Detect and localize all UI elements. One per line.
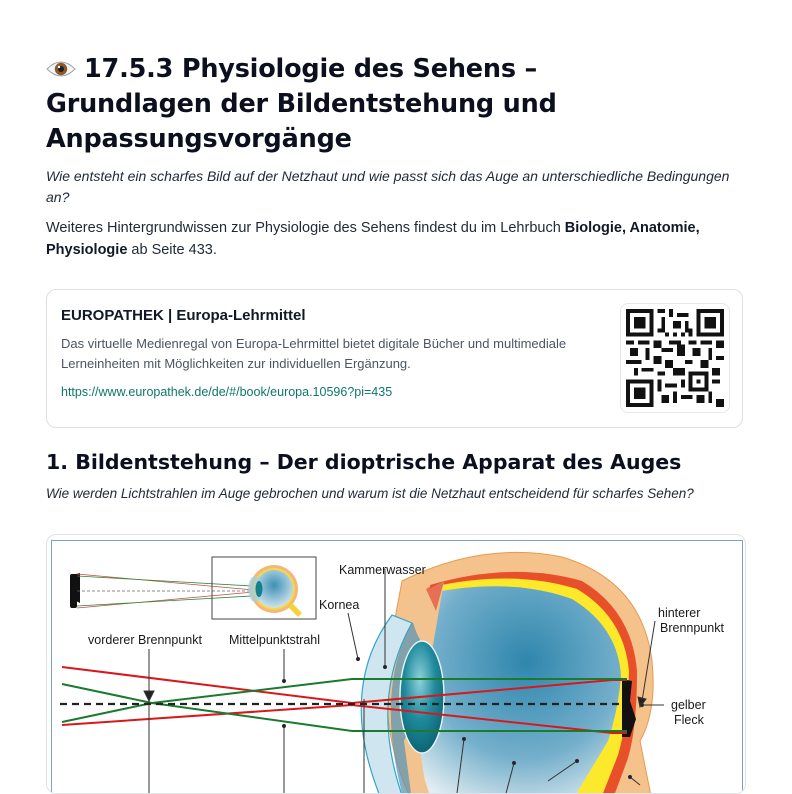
label-vorderer-brennpunkt: vorderer Brennpunkt	[88, 633, 202, 647]
qr-code-graphic	[626, 309, 724, 407]
label-gelber-fleck-line2: Fleck	[674, 713, 704, 727]
europathek-link[interactable]: https://www.europathek.de/de/#/book/europa.10596?pi=435	[61, 385, 393, 399]
label-gelber-fleck-line1: gelber	[671, 698, 706, 712]
label-kornea: Kornea	[319, 598, 360, 612]
section-question: Wie werden Lichtstrahlen im Auge gebrochen und warum ist die Netzhaut entscheidend für scharfes Sehen?	[46, 486, 694, 501]
lead-question: Wie entsteht ein scharfes Bild auf der Netzhaut und wie passt sich das Auge an unterschiedliche Bedingungen an?	[46, 168, 730, 205]
qr-code-icon[interactable]	[620, 303, 730, 413]
label-kammerwasser: Kammerwasser	[339, 563, 426, 577]
eye-diagram-card	[46, 534, 746, 794]
eye-cross-section-illustration	[52, 541, 743, 794]
eye-icon	[46, 59, 76, 79]
card-description: Das virtuelle Medienregal von Europa-Lehrmittel bietet digitale Bücher und multimediale Lerneinheiten mit Möglichkeiten zur individuellen Ergänzung.	[61, 336, 567, 371]
title-text: 17.5.3 Physiologie des Sehens – Grundlagen der Bildentstehung und Anpassungsvorgänge	[46, 54, 557, 154]
card-title: EUROPATHEK | Europa-Lehrmittel	[61, 307, 306, 324]
textbook-title: Biologie, Anatomie, Physiologie	[46, 220, 700, 258]
textbook-reference	[46, 217, 736, 261]
label-hinterer-brennpunkt-line2: Brennpunkt	[660, 621, 724, 635]
eye-diagram	[51, 540, 743, 794]
label-hinterer-brennpunkt-line1: hinterer	[658, 606, 701, 620]
europathek-card	[46, 289, 743, 428]
info-suffix: ab Seite 433.	[127, 242, 217, 258]
section-heading: 1. Bildentstehung – Der dioptrische Apparat des Auges	[46, 450, 682, 474]
info-prefix: Weiteres Hintergrundwissen zur Physiologie des Sehens findest du im Lehrbuch	[46, 220, 565, 236]
page-title	[46, 52, 606, 157]
label-mittelpunktstrahl: Mittelpunktstrahl	[229, 633, 321, 647]
